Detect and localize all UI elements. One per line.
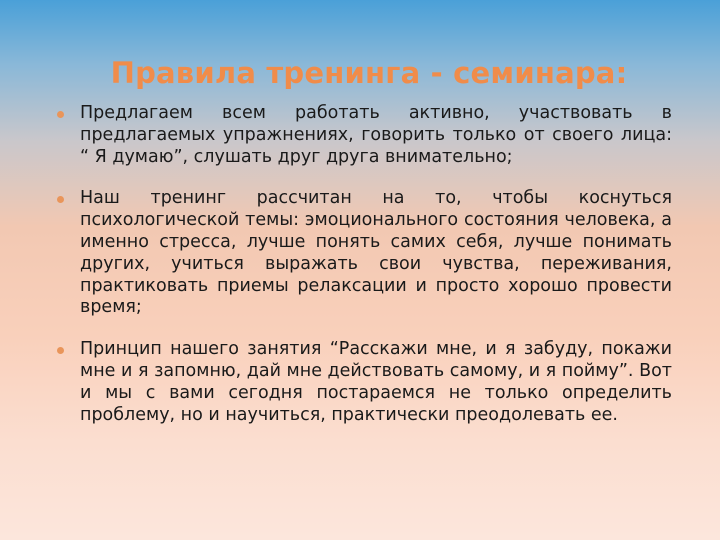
bullet-list [52,103,672,426]
bullet-text: Предлагаем всем работать активно, участвовать в предлагаемых упражнениях, говорить только от своего лица: “ Я думаю”, слушать друг друга внимательно; [80,103,672,167]
slide-title: Правила тренинга - семинара: [110,56,628,90]
bullet-icon [57,347,64,354]
bullet-item-rules [52,103,672,168]
bullet-icon [57,196,64,203]
bullet-item-principle [52,339,672,426]
bullet-icon [57,111,64,118]
bullet-item-topic [52,188,672,319]
bullet-text: Наш тренинг рассчитан на то, чтобы коснуться психологической темы: эмоционального состояния человека, а именно стресса, лучше понять самих себя, лучше понимать других, учиться выражать свои чувства, переживания, практиковать приемы релаксации и просто хорошо провести время; [80,188,672,318]
bullet-text: Принцип нашего занятия “Расскажи мне, и я забуду, покажи мне и я запомню, дай мне действовать самому, и я пойму”. Вот и мы с вами сегодня постараемся не только определить проблему, но и научиться, практически преодолевать ее. [80,339,672,425]
